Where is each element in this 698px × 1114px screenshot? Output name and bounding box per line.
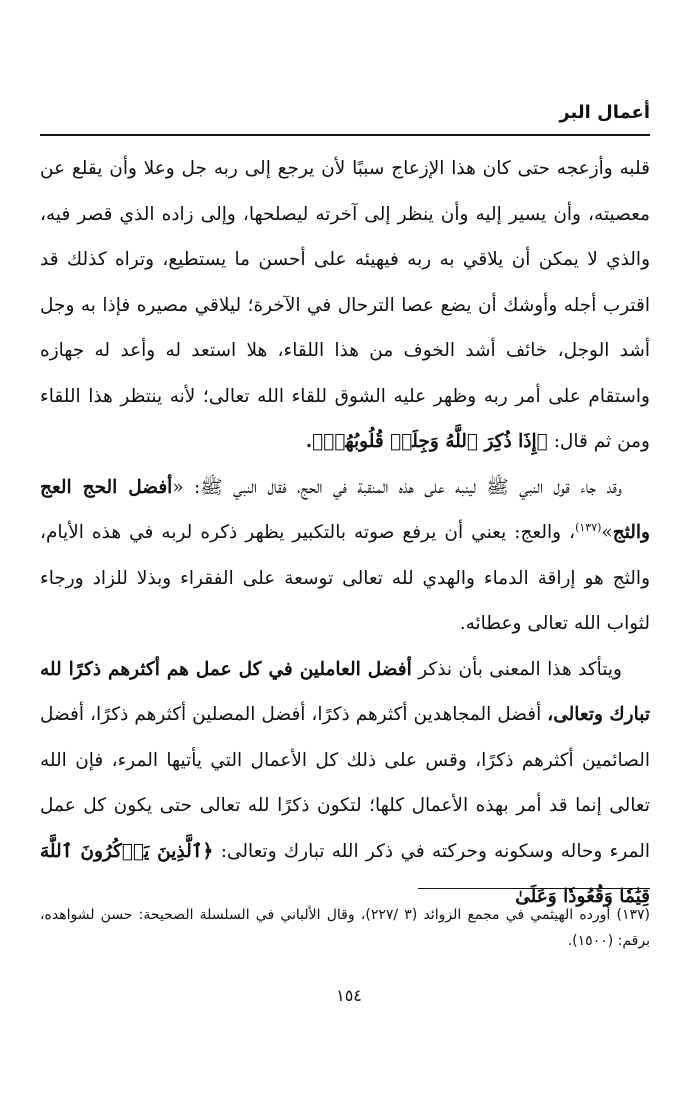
running-title: أعمال البر: [559, 102, 650, 123]
paragraph-2: [40, 465, 650, 647]
page-number: ١٥٤: [336, 986, 362, 1005]
footnote-separator: [418, 888, 650, 889]
paragraph-3-text-b: أفضل المجاهدين أكثرهم ذكرًا، أفضل المصلين أكثرهم ذكرًا، أفضل الصائمين أكثرهم ذكرًا، وقس على ذلك كل الأعمال التي يأتيها المرء، فإن الله تعالى إنما قد أمر بهذه الأعمال كلها؛ لتكون ذكرًا لله تعالى حتى يكون كل عمل المرء وحاله وسكونه وحركته في ذكر الله تبارك وتعالى:: [40, 704, 650, 862]
paragraph-3-text-a: ويتأكد هذا المعنى بأن نذكر: [411, 658, 622, 680]
header-rule: [40, 134, 650, 136]
paragraph-3: [40, 647, 650, 920]
emphasis-phrase: أفضل العاملين في كل عمل هم أكثرهم ذكرًا لله تبارك وتعالى،: [40, 658, 650, 725]
footnote: (١٣٧) أورده الهيثمي في مجمع الزوائد (٣ /٢٢٧)، وقال الألباني في السلسلة الصحيحة: حسن لشواهده، برقم: (١٥٠٠).: [40, 907, 650, 949]
paragraph-2-text-b: »: [601, 522, 613, 543]
footnote-reference[interactable]: (١٣٧): [575, 520, 602, 534]
paragraph-2-text-a: وقد جاء قول النبي ﷺ لينبه على هذه المنقبة في الحج، فقال النبي ﷺ: «: [172, 476, 622, 498]
paragraph-2-text-c: ، والعج: يعني أن يرفع صوته بالتكبير يظهر ذكره لربه في هذه الأيام، والثج هو إراقة الدماء والهدي لله تعالى توسعة على الفقراء وبذلا للزاد ورجاء لثواب الله تعالى وعطائه.: [40, 522, 650, 634]
paragraph-1-text: قلبه وأزعجه حتى كان هذا الإزعاج سببًا لأن يرجع إلى ربه جل وعلا وأن يقلع عن معصيته، وأن يسير إليه وأن ينظر إلى آخرته ليصلحها، وإلى زاده الذي قصر فيه، والذي لا يمكن أن يلاقي به ربه فيهيئه على أحسن ما يستطيع، وتراه كذلك قد اقترب أجله وأوشك أن يضع عصا الترحال في الآخرة؛ ليلاقي مصيره فإذا به وجل أشد الوجل، خائف أشد الخوف من هذا اللقاء، هلا استعد له وأعد له جهازه واستقام على أمر ربه وظهر عليه الشوق للقاء الله تعالى؛ لأنه ينتظر هذا اللقاء ومن ثم قال:: [40, 158, 650, 452]
quran-verse-1: ﴿إِذَا ذُكِرَ ٱللَّهُ وَجِلَتۡ قُلُوبُهُمۡ﴾.: [305, 431, 548, 452]
quran-verse-2: ﴿ٱلَّذِينَ يَذۡكُرُونَ ٱللَّهَ قِيَٰمٗا وَقُعُودٗا وَعَلَىٰ: [40, 840, 650, 907]
paragraph-1: [40, 146, 650, 465]
hadith-quote: أفضل الحج العج والثج: [40, 476, 650, 543]
main-text: [40, 146, 650, 920]
